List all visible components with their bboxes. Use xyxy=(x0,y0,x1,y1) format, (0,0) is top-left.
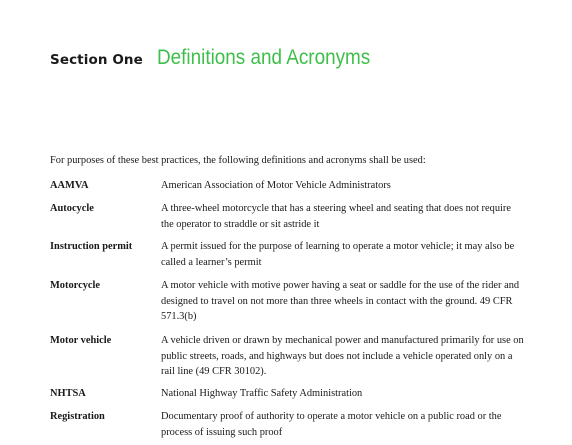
term: Motorcycle xyxy=(50,280,100,291)
definition-text: A vehicle driven or drawn by mechanical power and manufactured primarily for use on public streets, roads, and highways but does not include a vehicle operated only on a rail line (49 CFR 30102). xyxy=(161,335,524,377)
section-header xyxy=(50,46,394,70)
definition-row xyxy=(50,201,530,239)
definition-text: A permit issued for the purpose of learning to operate a motor vehicle; it may also be called a learner’s permit xyxy=(161,241,515,268)
definition-row xyxy=(50,239,530,278)
section-title: Definitions and Acronyms xyxy=(156,46,371,69)
definition-text: Documentary proof of authority to operate a motor vehicle on a public road or the process of issuing such proof xyxy=(161,411,502,438)
section-label: Section One xyxy=(50,52,143,68)
definition-text: A three-wheel motorcycle that has a steering wheel and seating that does not require the operator to straddle or sit astride it xyxy=(161,203,511,230)
definition-text: American Association of Motor Vehicle Administrators xyxy=(161,180,391,191)
term: NHTSA xyxy=(50,388,86,399)
term: Registration xyxy=(50,411,105,422)
term: Motor vehicle xyxy=(50,335,112,346)
term: AAMVA xyxy=(50,180,89,191)
definitions-list xyxy=(50,178,530,445)
term: Autocycle xyxy=(50,203,94,214)
term: Instruction permit xyxy=(50,241,133,252)
definition-row xyxy=(50,409,530,445)
definition-text: A motor vehicle with motive power having a seat or saddle for the use of the rider and designed to travel on not more than three wheels in contact with the ground. 49 CFR 571.3(b) xyxy=(161,280,520,322)
intro-text: For purposes of these best practices, the following definitions and acronyms shall be used: xyxy=(50,155,426,166)
definition-row xyxy=(50,386,530,409)
definition-text: National Highway Traffic Safety Administration xyxy=(161,388,363,399)
definition-row xyxy=(50,278,530,333)
definition-row xyxy=(50,333,530,386)
definition-row xyxy=(50,178,530,201)
